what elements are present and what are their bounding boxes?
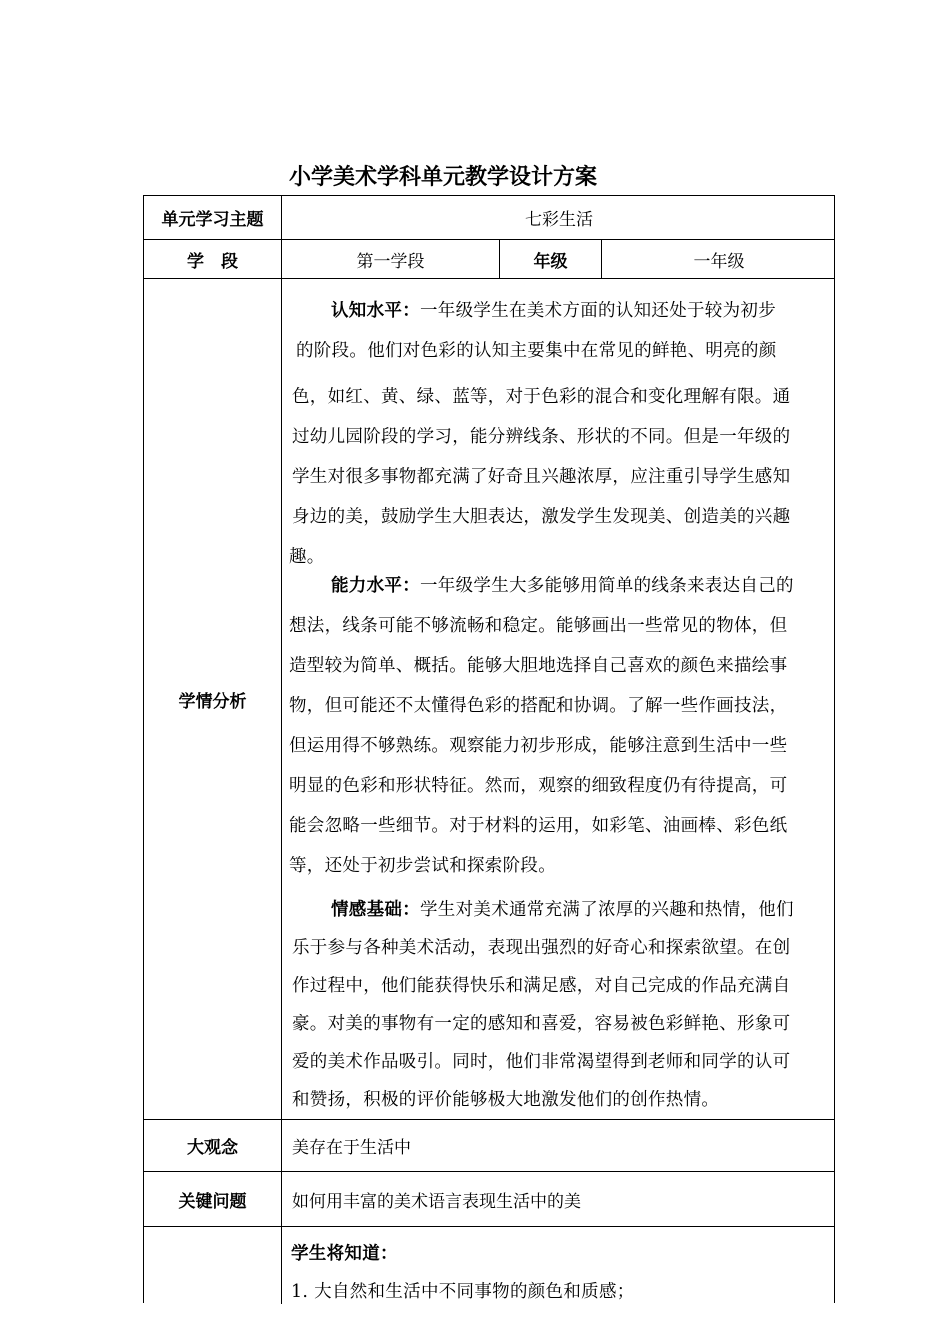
key-question-label: 关键问题 [178,1191,247,1212]
ability-line: 物，但可能还不太懂得色彩的搭配和协调。了解一些作画技法， [289,696,788,716]
key-question-value: 如何用丰富的美术语言表现生活中的美 [292,1191,581,1212]
ability-line: 明显的色彩和形状特征。然而，观察的细致程度仍有待提高，可 [289,776,788,796]
big-idea-label: 大观念 [187,1138,238,1158]
theme-label: 单元学习主题 [161,210,264,230]
emotion-line: 爱的美术作品吸引。同时，他们非常渴望得到老师和同学的认可 [292,1052,791,1072]
ability-line: 造型较为简单、概括。能够大胆地选择自己喜欢的颜色来描绘事 [289,656,788,676]
cognitive-paragraph [289,291,834,577]
stage-label: 学 段 [187,251,238,272]
row-divider [144,1226,834,1227]
cognitive-line: 过幼儿园阶段的学习，能分辨线条、形状的不同。但是一年级的 [292,427,791,447]
emotion-paragraph [289,891,834,1119]
emotion-line: 和赞扬，积极的评价能够极大地激发他们的创作热情。 [292,1090,720,1110]
ability-line: 等，还处于初步尝试和探索阶段。 [289,856,556,876]
theme-value: 七彩生活 [525,210,593,230]
column-divider [281,196,282,1304]
emotion-line: 学生对美术通常充满了浓厚的兴趣和热情，他们 [420,900,794,920]
ability-paragraph [289,566,834,886]
stage-value: 第一学段 [356,251,425,272]
emotion-line: 豪。对美的事物有一定的感知和喜爱，容易被色彩鲜艳、形象可 [292,1014,791,1034]
cognitive-line: 色，如红、黄、绿、蓝等，对于色彩的混合和变化理解有限。通 [292,387,791,407]
cognitive-line: 的阶段。他们对色彩的认知主要集中在常见的鲜艳、明亮的颜 [296,341,777,361]
emotion-heading: 情感基础： [331,900,420,920]
big-idea-value: 美存在于生活中 [292,1138,411,1158]
ability-line: 一年级学生大多能够用简单的线条来表达自己的 [420,576,794,596]
ability-line: 能会忽略一些细节。对于材料的运用，如彩笔、油画棒、彩色纸 [289,816,788,836]
cognitive-line: 身边的美，鼓励学生大胆表达，激发学生发现美、创造美的兴趣 [292,507,791,527]
design-table [143,195,835,1303]
ability-line: 但运用得不够熟练。观察能力初步形成，能够注意到生活中一些 [289,736,788,756]
ability-heading: 能力水平： [331,576,420,596]
cognitive-heading: 认知水平： [331,301,420,321]
cognitive-line: 一年级学生在美术方面的认知还处于较为初步 [420,301,776,321]
cognitive-line: 学生对很多事物都充满了好奇且兴趣浓厚，应注重引导学生感知 [292,467,791,487]
grade-value: 一年级 [693,251,745,272]
objectives-heading: 学生将知道： [291,1244,398,1264]
emotion-line: 乐于参与各种美术活动，表现出强烈的好奇心和探索欲望。在创 [292,938,791,958]
analysis-label: 学情分析 [178,691,247,712]
grade-label: 年级 [533,251,568,272]
cognitive-line: 趣。 [289,547,325,567]
ability-line: 想法，线条可能不够流畅和稳定。能够画出一些常见的物体，但 [289,616,788,636]
emotion-line: 作过程中，他们能获得快乐和满足感，对自己完成的作品充满自 [292,976,791,996]
page-title: 小学美术学科单元教学设计方案 [288,165,597,190]
objectives-cell [291,1235,831,1311]
objectives-item: 1. 大自然和生活中不同事物的颜色和质感； [291,1282,635,1302]
